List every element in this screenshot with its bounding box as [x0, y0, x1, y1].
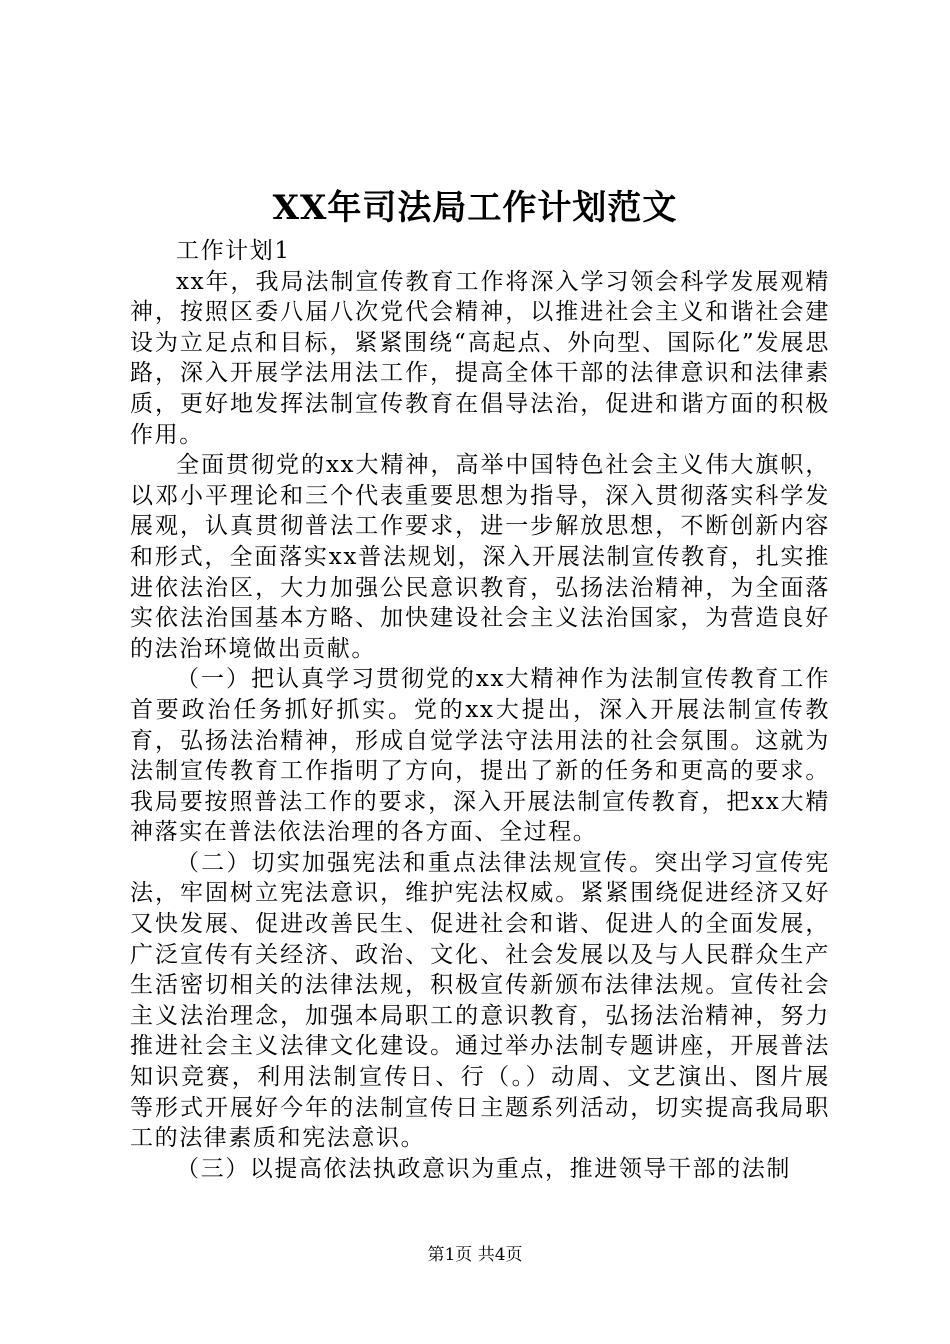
paragraph-5: （三）以提高依法执政意识为重点，推进领导干部的法制 [176, 1155, 791, 1182]
paragraph-3: （一）把认真学习贯彻党的xx大精神作为法制宣传教育工作首要政治任务抓好抓实。党的xx大提出，深入开展法制宣传教育，弘扬法治精神，形成自觉学法守法用法的社会氛围。这就为法制宣传教育工作指明了方向，提出了新的任务和更高的要求。我局要按照普法工作的要求，深入开展法制宣传教育，把xx大精神落实在普法依法治理的各方面、全过程。 [130, 666, 830, 846]
document-body [130, 236, 830, 1184]
paragraph-2: 全面贯彻党的xx大精神，高举中国特色社会主义伟大旗帜，以邓小平理论和三个代表重要思想为指导，深入贯彻落实科学发展观，认真贯彻普法工作要求，进一步解放思想，不断创新内容和形式，全面落实xx普法规划，深入开展法制宣传教育，扎实推进依法治区，大力加强公民意识教育，弘扬法治精神，为全面落实依法治国基本方略、加快建设社会主义法治国家，为营造良好的法治环境做出贡献。 [130, 452, 830, 662]
page-footer: 第1页 共4页 [427, 1245, 523, 1265]
document-title: XX年司法局工作计划范文 [272, 188, 678, 228]
paragraph-4: （二）切实加强宪法和重点法律法规宣传。突出学习宣传宪法，牢固树立宪法意识，维护宪法权威。紧紧围绕促进经济又好又快发展、促进改善民生、促进社会和谐、促进人的全面发展，广泛宣传有关经济、政治、文化、社会发展以及与人民群众生产生活密切相关的法律法规，积极宣传新颁布法律法规。宣传社会主义法治理念，加强本局职工的意识教育，弘扬法治精神，努力推进社会主义法律文化建设。通过举办法制专题讲座，开展普法知识竞赛，利用法制宣传日、行（。）动周、文艺演出、图片展等形式开展好今年的法制宣传日主题系列活动，切实提高我局职工的法律素质和宪法意识。 [130, 849, 830, 1152]
paragraph-1: xx年，我局法制宣传教育工作将深入学习领会科学发展观精神，按照区委八届八次党代会精神，以推进社会主义和谐社会建设为立足点和目标，紧紧围绕“高起点、外向型、国际化”发展思路，深入开展学法用法工作，提高全体干部的法律意识和法律素质，更好地发挥法制宣传教育在倡导法治，促进和谐方面的积极作用。 [130, 268, 830, 448]
section-label: 工作计划1 [176, 238, 291, 264]
